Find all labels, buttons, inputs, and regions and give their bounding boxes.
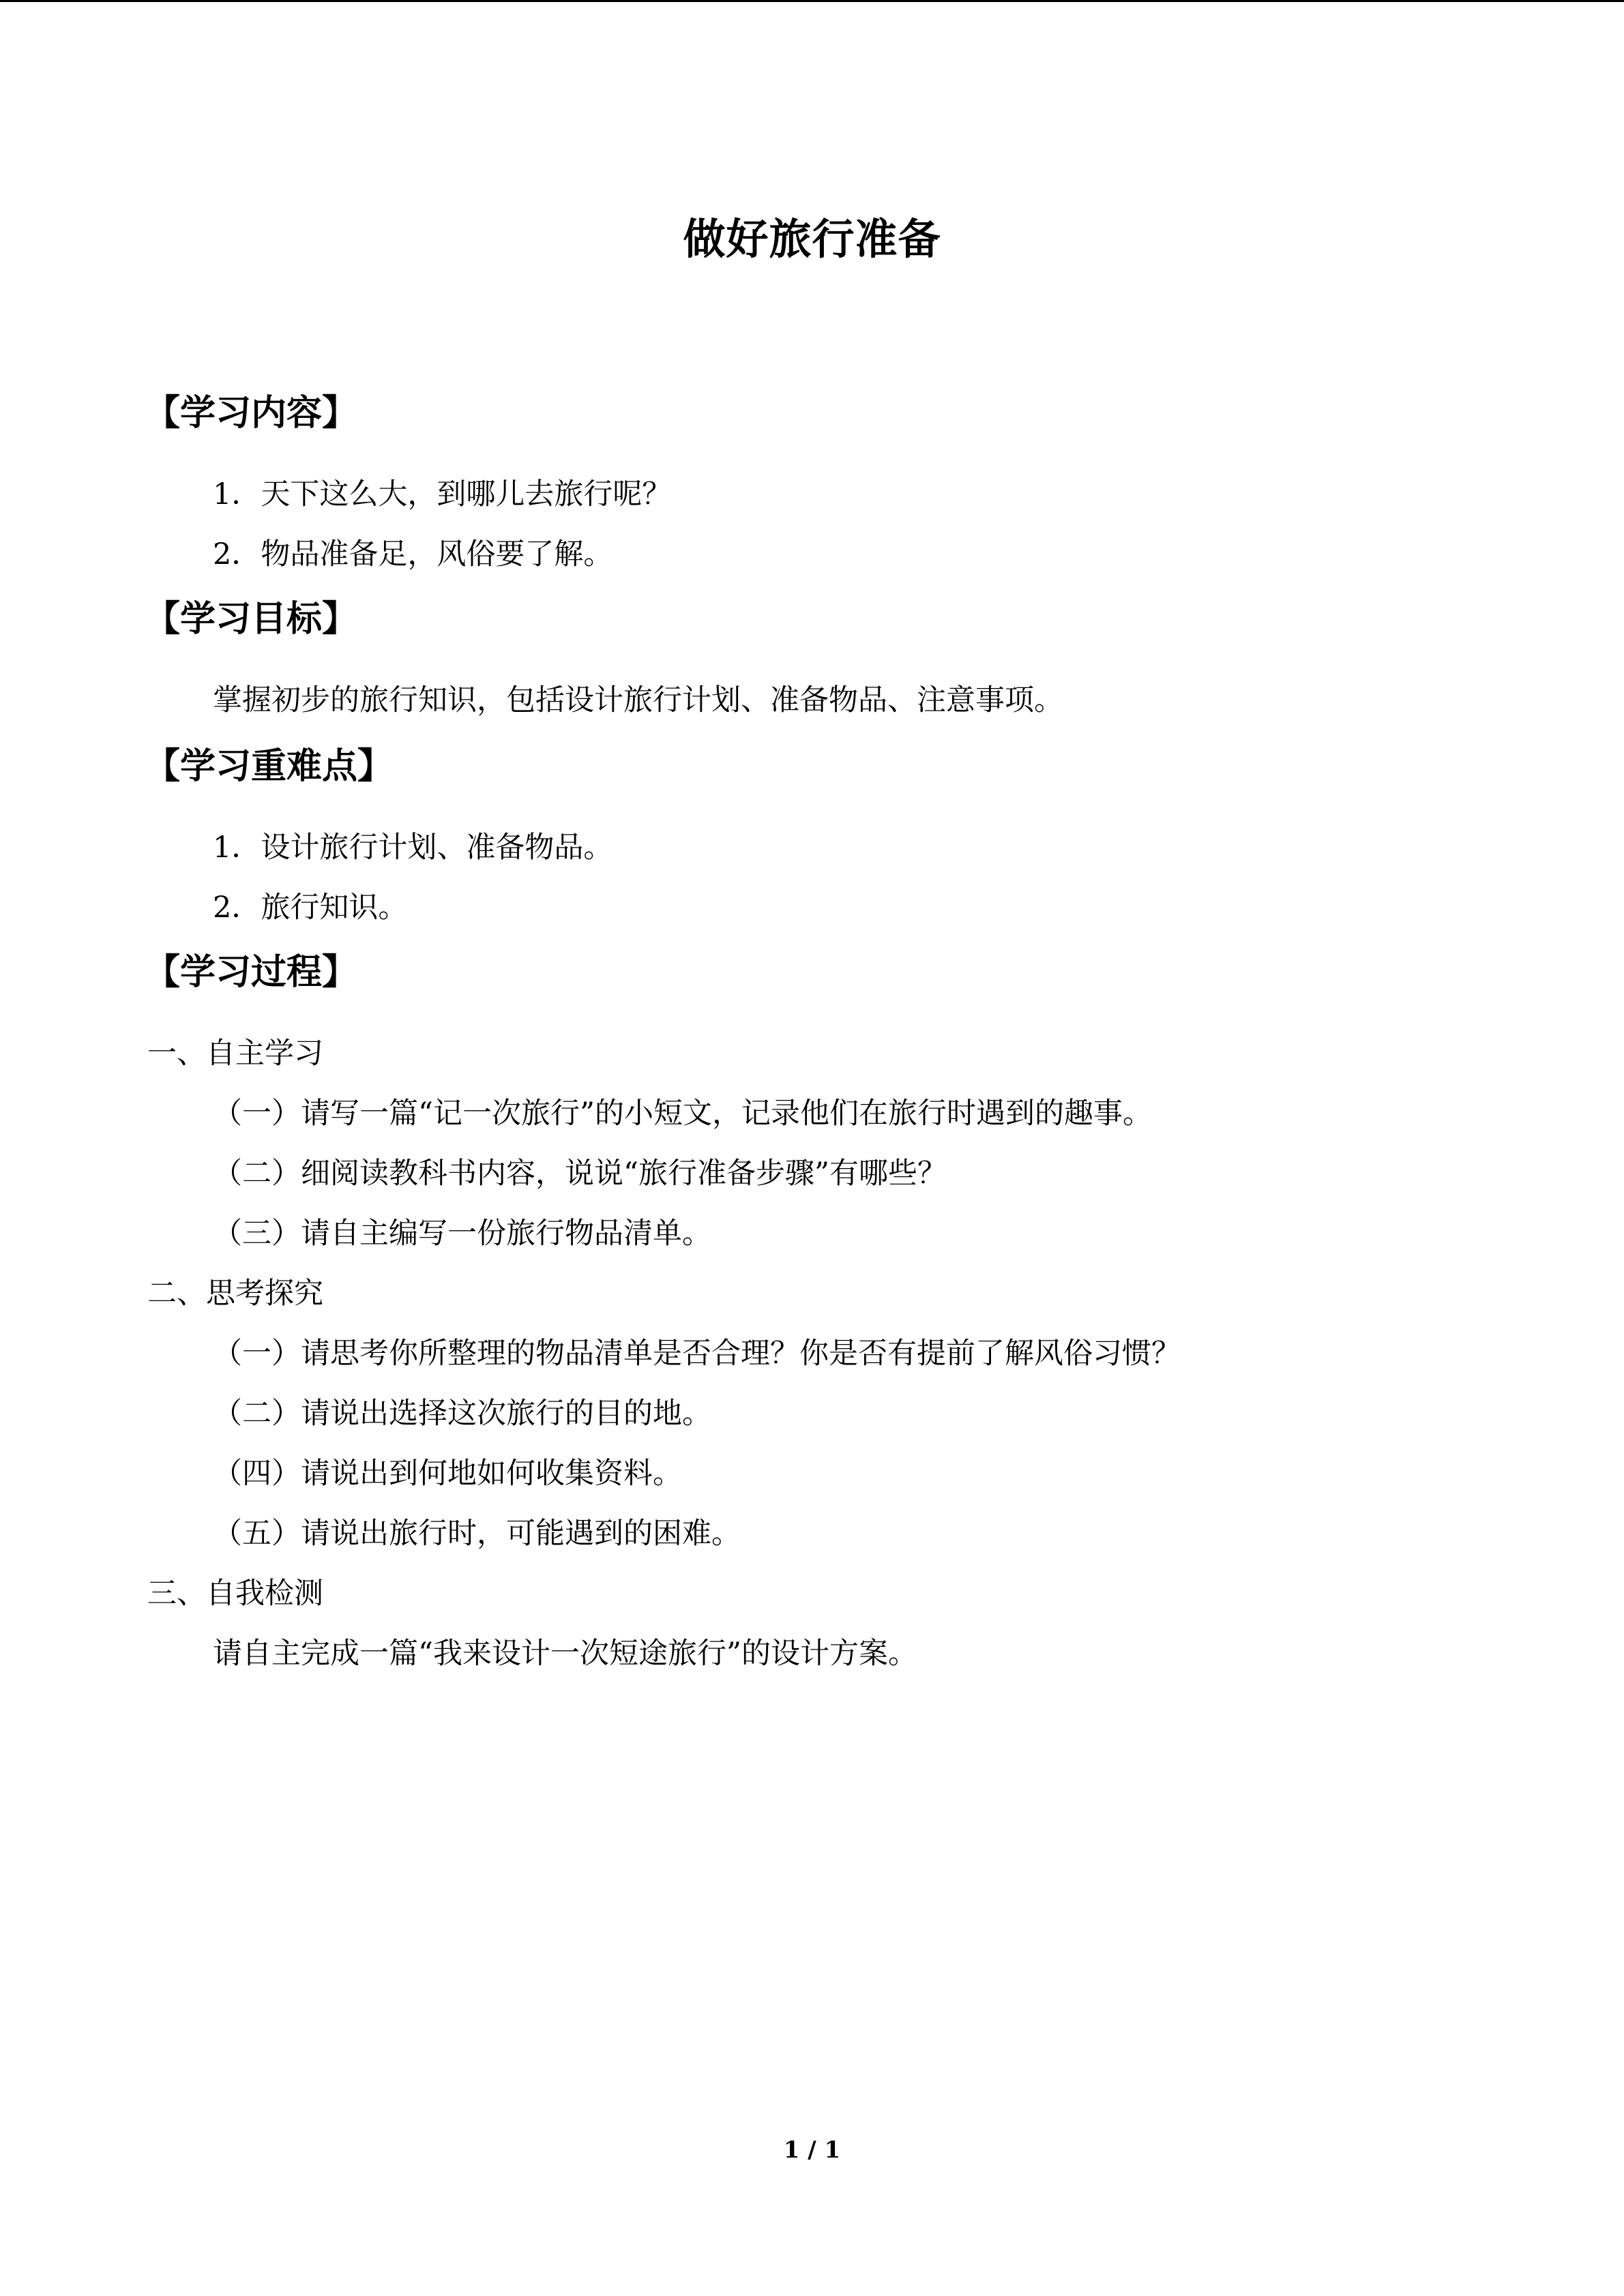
process-part-1-item-1: （一）请写一篇“记一次旅行”的小短文，记录他们在旅行时遇到的趣事。 — [213, 1097, 1152, 1131]
process-part-2-item-1: （一）请思考你所整理的物品清单是否合理？你是否有提前了解风俗习惯？ — [213, 1337, 1181, 1371]
process-part-2-item-2: （二）请说出选择这次旅行的目的地。 — [213, 1397, 711, 1431]
page-number: 1 / 1 — [783, 2136, 841, 2164]
keypoint-item-2: 2．旅行知识。 — [213, 891, 408, 925]
process-part-3-item-1: 请自主完成一篇“我来设计一次短途旅行”的设计方案。 — [213, 1637, 917, 1671]
section-heading-process: 【学习过程】 — [145, 952, 358, 993]
section-heading-goal: 【学习目标】 — [145, 599, 358, 640]
process-part-2-label: 二、思考探究 — [147, 1277, 323, 1311]
section-heading-content: 【学习内容】 — [145, 393, 358, 434]
process-part-2-item-3: （四）请说出到何地如何收集资料。 — [213, 1457, 682, 1491]
goal-text: 掌握初步的旅行知识，包括设计旅行计划、准备物品、注意事项。 — [213, 683, 1063, 717]
process-part-3-label: 三、自我检测 — [147, 1577, 323, 1611]
content-item-2: 2．物品准备足，风俗要了解。 — [213, 537, 613, 571]
keypoint-item-1: 1．设计旅行计划、准备物品。 — [213, 831, 613, 865]
process-part-1-item-2: （二）细阅读教科书内容，说说“旅行准备步骤”有哪些？ — [213, 1157, 947, 1191]
document-title: 做好旅行准备 — [683, 214, 941, 264]
content-item-1: 1．天下这么大，到哪儿去旅行呢？ — [213, 477, 672, 511]
process-part-1-label: 一、自主学习 — [147, 1037, 323, 1071]
process-part-2-item-4: （五）请说出旅行时，可能遇到的困难。 — [213, 1517, 741, 1551]
top-border-line — [0, 0, 1624, 2]
process-part-1-item-3: （三）请自主编写一份旅行物品清单。 — [213, 1217, 711, 1251]
section-heading-keypoints: 【学习重难点】 — [145, 746, 394, 787]
